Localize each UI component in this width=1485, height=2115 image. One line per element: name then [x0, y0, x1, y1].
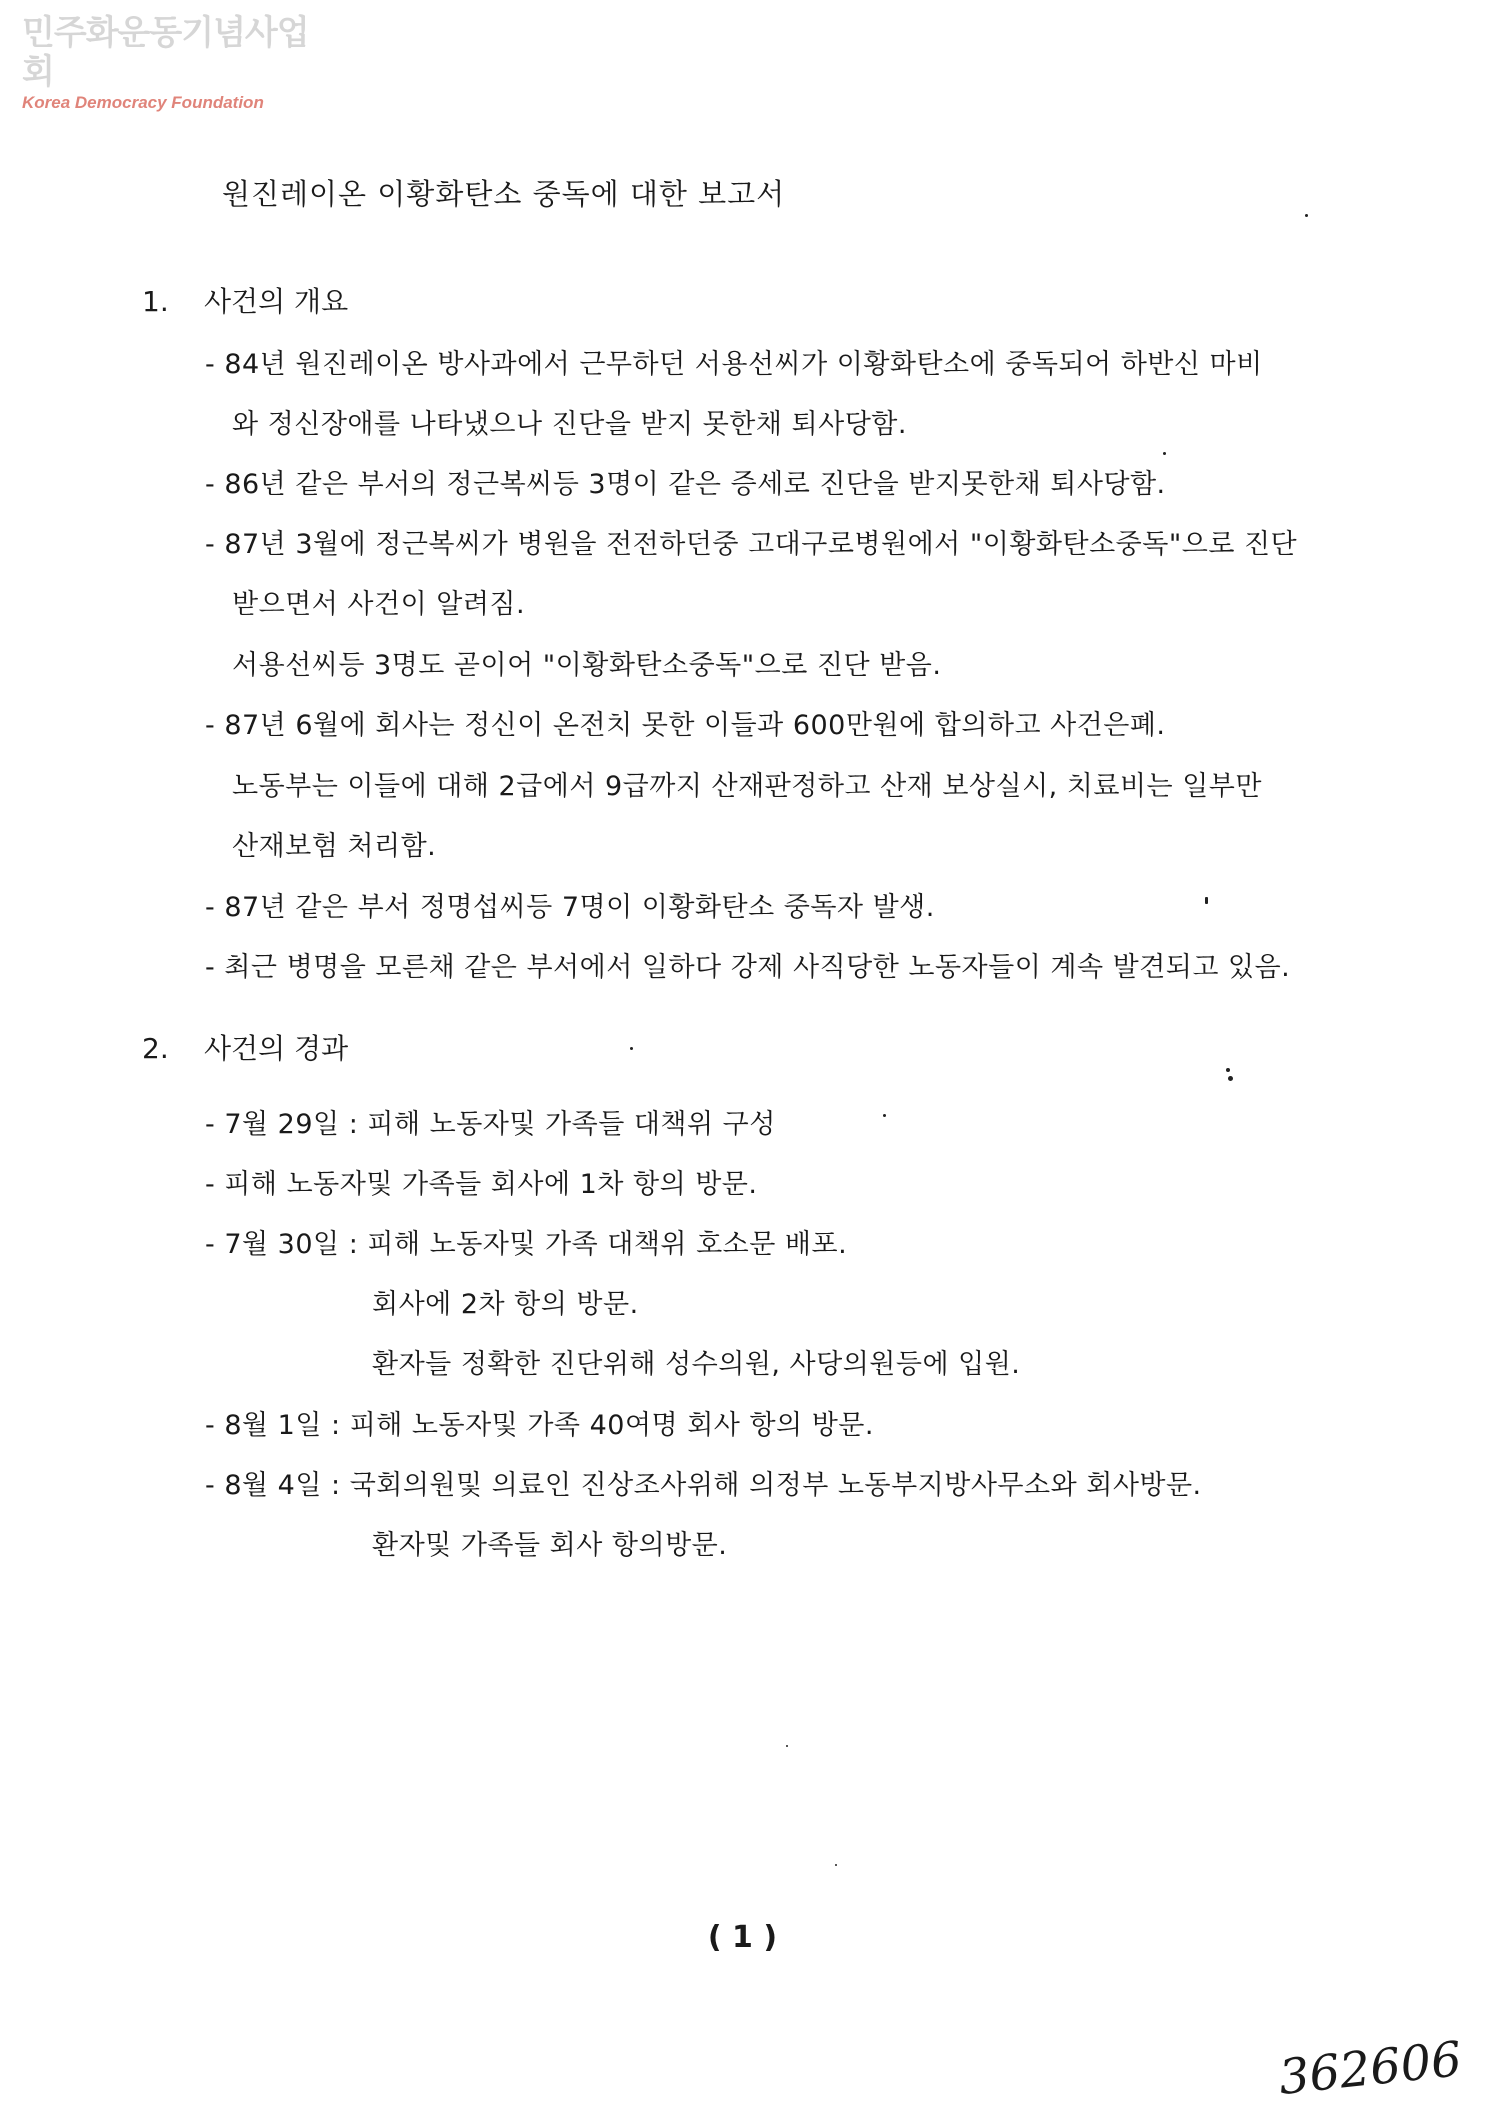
- timeline-entry: - 피해 노동자및 가족들 회사에 1차 항의 방문.: [205, 1169, 758, 1200]
- timeline-entry: 환자들 정확한 진단위해 성수의원, 사당의원등에 입원.: [372, 1349, 1021, 1380]
- timeline-entry: 회사에 2차 항의 방문.: [372, 1289, 639, 1320]
- section-1-line: - 87년 3월에 정근복씨가 병원을 전전하던중 고대구로병원에서 "이황화탄소중독"으로 진단: [205, 529, 1298, 560]
- section-1-line: - 84년 원진레이온 방사과에서 근무하던 서용선씨가 이황화탄소에 중독되어 하반신 마비: [205, 349, 1263, 380]
- section-2-heading: [142, 1027, 348, 1067]
- watermark-korean: 민주화운동기념사업회: [22, 13, 309, 93]
- section-1-title: 사건의 개요: [204, 285, 349, 318]
- section-1-line: - 86년 같은 부서의 정근복씨등 3명이 같은 증세로 진단을 받지못한채 퇴사당함.: [205, 469, 1166, 500]
- section-1-line: - 87년 6월에 회사는 정신이 온전치 못한 이들과 600만원에 합의하고 사건은폐.: [205, 710, 1166, 741]
- page-number: ( 1 ): [707, 1920, 778, 1955]
- scan-speck: [835, 1864, 837, 1866]
- scan-speck: [883, 1114, 886, 1117]
- section-1-line: - 87년 같은 부서 정명섭씨등 7명이 이황화탄소 중독자 발생.: [205, 892, 935, 923]
- section-1-number: 1.: [142, 285, 169, 318]
- section-1-line: 노동부는 이들에 대해 2급에서 9급까지 산재판정하고 산재 보상실시, 치료비는 일부만: [232, 771, 1262, 802]
- timeline-entry: - 8월 4일 : 국회의원및 의료인 진상조사위해 의정부 노동부지방사무소와 회사방문.: [205, 1470, 1202, 1501]
- document-title: 원진레이온 이황화탄소 중독에 대한 보고서: [222, 177, 786, 211]
- foundation-watermark: [22, 14, 322, 113]
- section-1-line: - 최근 병명을 모른채 같은 부서에서 일하다 강제 사직당한 노동자들이 계속 발견되고 있음.: [205, 952, 1291, 983]
- scan-speck: [1305, 214, 1308, 217]
- scan-speck: [1228, 1076, 1233, 1081]
- timeline-entry: 환자및 가족들 회사 항의방문.: [372, 1530, 728, 1561]
- section-1-line: 서용선씨등 3명도 곧이어 "이황화탄소중독"으로 진단 받음.: [232, 650, 942, 681]
- section-2-number: 2.: [142, 1032, 169, 1065]
- watermark-english: Korea Democracy Foundation: [22, 93, 264, 113]
- section-1-line: 와 정신장애를 나타냈으나 진단을 받지 못한채 퇴사당함.: [232, 409, 907, 440]
- scan-speck: [630, 1047, 633, 1050]
- timeline-entry: - 8월 1일 : 피해 노동자및 가족 40여명 회사 항의 방문.: [205, 1410, 874, 1441]
- scan-speck: [1163, 452, 1166, 455]
- timeline-entry: - 7월 30일 : 피해 노동자및 가족 대책위 호소문 배포.: [205, 1229, 848, 1260]
- scan-speck: [786, 1745, 788, 1747]
- scan-speck: [1226, 1068, 1230, 1072]
- section-2-title: 사건의 경과: [204, 1032, 349, 1065]
- section-1-heading: [142, 280, 348, 320]
- section-1-line: 받으면서 사건이 알려짐.: [232, 589, 526, 620]
- section-1-line: 산재보험 처리함.: [232, 831, 437, 862]
- handwritten-archive-number: 362606: [1276, 2031, 1465, 2106]
- scan-speck: [1205, 897, 1208, 904]
- timeline-entry: - 7월 29일 : 피해 노동자및 가족들 대책위 구성: [205, 1109, 776, 1140]
